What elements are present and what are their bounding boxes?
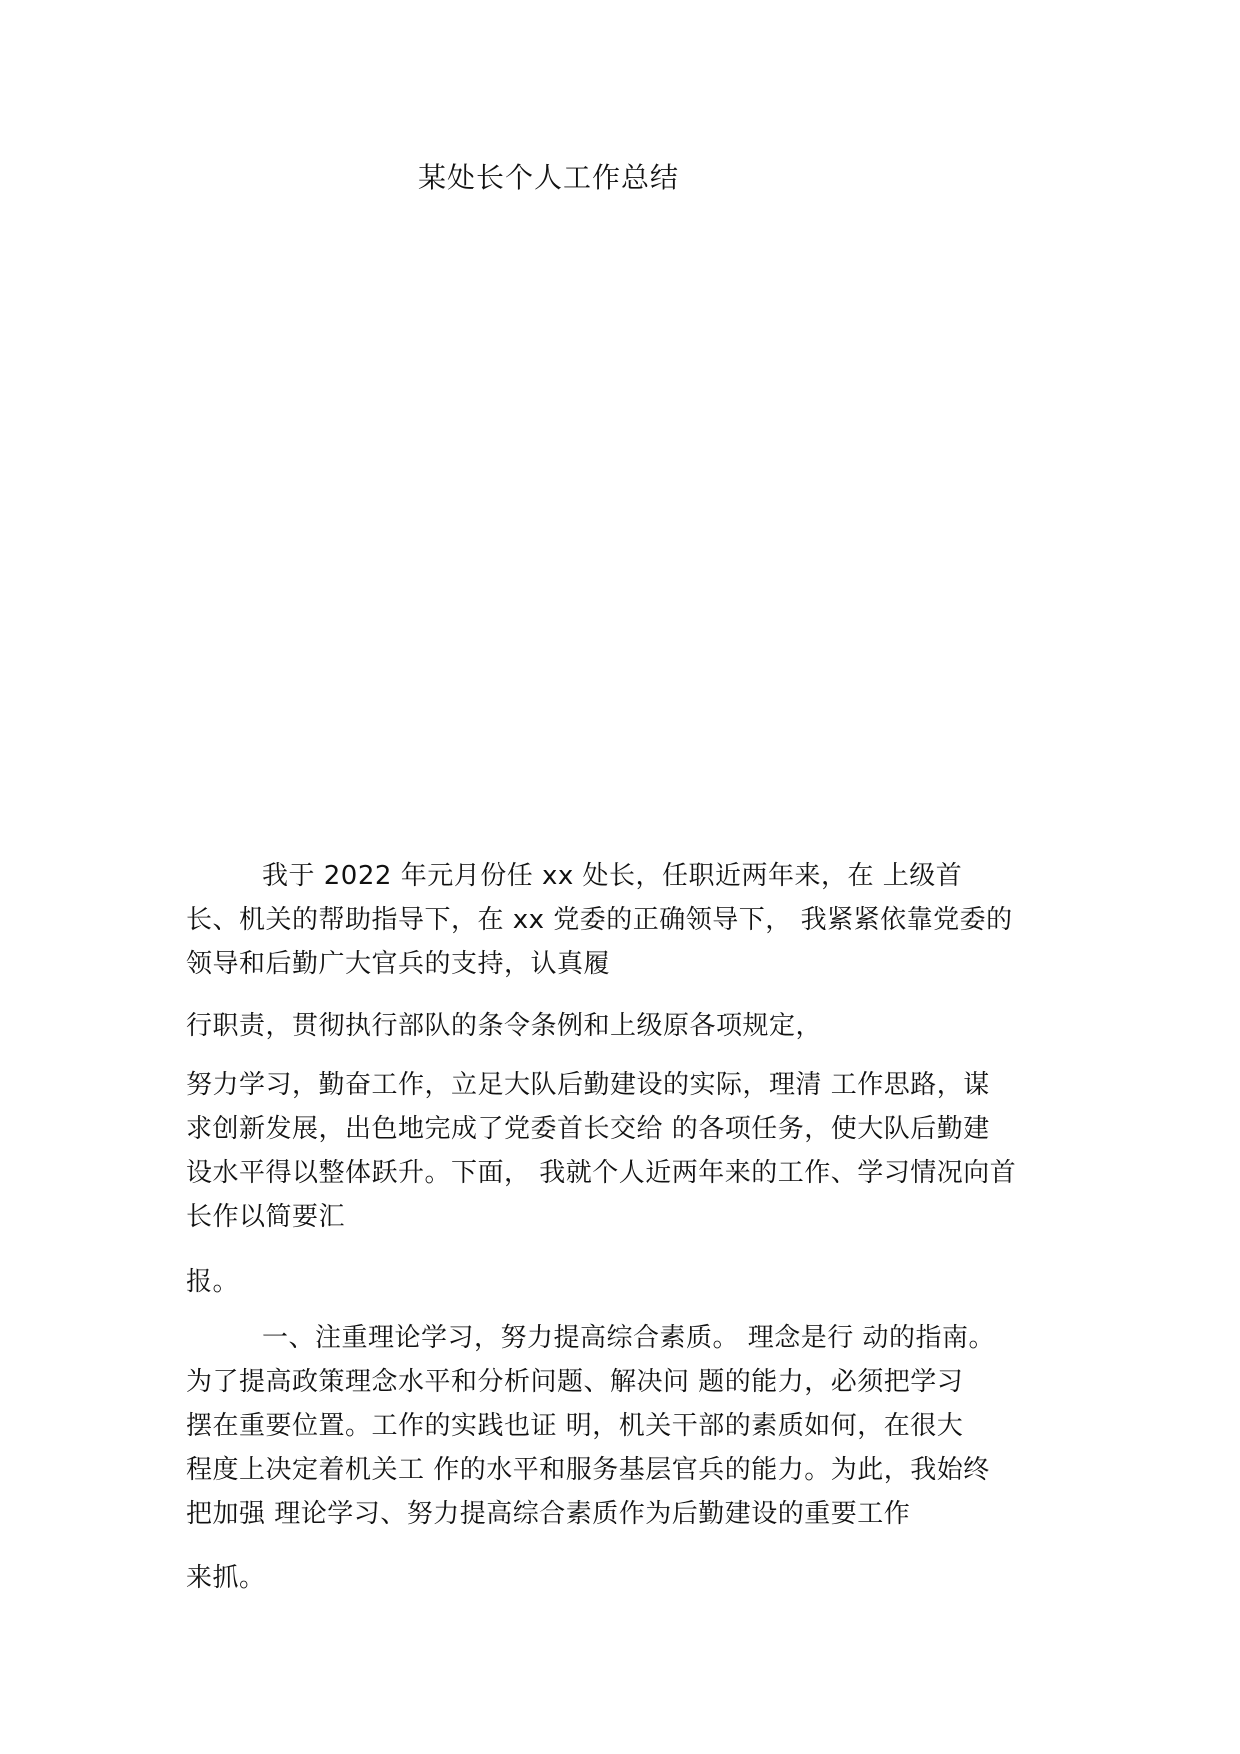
- paragraph-1-line-1: 我于 2022 年元月份任 xx 处长，任职近两年来，在 上级首: [262, 861, 963, 891]
- paragraph-3-line-1: 努力学习，勤奋工作，立足大队后勤建设的实际，理清 工作思路，谋: [186, 1070, 990, 1100]
- paragraph-3-line-4: 长作以简要汇: [186, 1202, 346, 1232]
- paragraph-5-line-5: 把加强 理论学习、努力提高综合素质作为后勤建设的重要工作: [186, 1499, 911, 1529]
- paragraph-3-line-3: 设水平得以整体跃升。下面， 我就个人近两年来的工作、学习情况向首: [186, 1158, 1017, 1188]
- paragraph-5-line-3: 摆在重要位置。工作的实践也证 明，机关干部的素质如何，在很大: [186, 1411, 964, 1441]
- paragraph-1-line-2: 长、机关的帮助指导下，在 xx 党委的正确领导下， 我紧紧依靠党委的: [186, 905, 1013, 935]
- paragraph-4-line-1: 报。: [186, 1267, 240, 1297]
- paragraph-3-line-2: 求创新发展，出色地完成了党委首长交给 的各项任务，使大队后勤建: [186, 1114, 990, 1144]
- document-title: 某处长个人工作总结: [418, 161, 680, 194]
- paragraph-5-line-4: 程度上决定着机关工 作的水平和服务基层官兵的能力。为此，我始终: [186, 1455, 990, 1485]
- paragraph-6-line-1: 来抓。: [186, 1563, 266, 1593]
- paragraph-1-line-3: 领导和后勤广大官兵的支持，认真履: [186, 949, 611, 979]
- paragraph-2-line-1: 行职责，贯彻执行部队的条令条例和上级原各项规定，: [186, 1011, 823, 1041]
- paragraph-5-line-1: 一、注重理论学习，努力提高综合素质。 理念是行 动的指南。: [262, 1323, 996, 1353]
- paragraph-5-line-2: 为了提高政策理念水平和分析问题、解决问 题的能力，必须把学习: [186, 1367, 964, 1397]
